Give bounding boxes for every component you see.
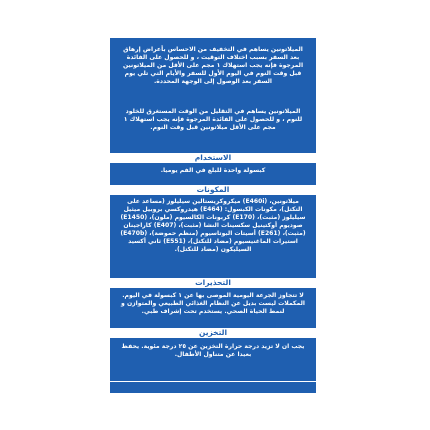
intro-paragraph-sleep: الميلاتونين يساهم في التقليل من الوقت المستغرق للخلود للنوم ، و للحصول على الفائدة المرجوة فإنه يجب استهلاك ١ مجم على الأقل ميلاتونين قبل وقت النوم. [123, 108, 303, 131]
warnings-text: لا تتجاوز الجرعة اليومية الموصى بها عن ١ كبسولة في اليوم. المكملات ليست بديل عن النظام الغذائي الطبيعي والمتوازن و لنمط الحياة الصحي. يستخدم تحت إشراف طبي. [121, 292, 305, 315]
ingredients-text: ميلاتونين، (E460i) ميكروكريستالين سيليلوز (مساعد على التكتل)، مكونات الكبسول: (E464) هيدروكسي بروبيل ميثيل سيليلوز (مثبت)، (E170) كربونات الكالسيوم (ملون)، (E1450) صوديوم أوكتينيل سكسينات النشا (مثبت)، (E407) كاراجينان (مثبت)، (E261) أسيتات البوتاسيوم (منظم حموضة)، (E470b) استيرات الماغنيسيوم (مضاد للتكتل)، (E551) ثاني أكسيد السيليكون (مضاد للتكتل). [120, 198, 306, 253]
intro-paragraph-jetlag: الميلاتونين يساهم في التخفيف من الاحساس بأعراض إرهاق بعد السفر بسبب اختلاف التوقيت ، و للحصول على الفائدة المرجوة فإنه يجب استهلاك ١ مجم على الأقل من الميلاتونين قبل وقت النوم في اليوم الأول للسفر والأيام التي تلي يوم السفر بعد الوصول إلى الوجهة المحددة. [122, 46, 304, 85]
warnings-heading: التحذيرات [110, 278, 316, 288]
product-info-panel [110, 38, 316, 393]
bottom-divider [110, 381, 316, 382]
storage-heading: التخزين [110, 328, 316, 338]
ingredients-heading: المكونات [110, 185, 316, 195]
storage-text: يجب ان لا تزيد درجة حرارة التخزين عن ٢٥ درجة مئوية. يحفظ بعيدا عن متناول الأطفال. [121, 343, 305, 358]
usage-heading: الاستخدام [110, 153, 316, 163]
usage-text: كبسولة واحدة للبلع في الفم يوميا. [160, 167, 266, 174]
